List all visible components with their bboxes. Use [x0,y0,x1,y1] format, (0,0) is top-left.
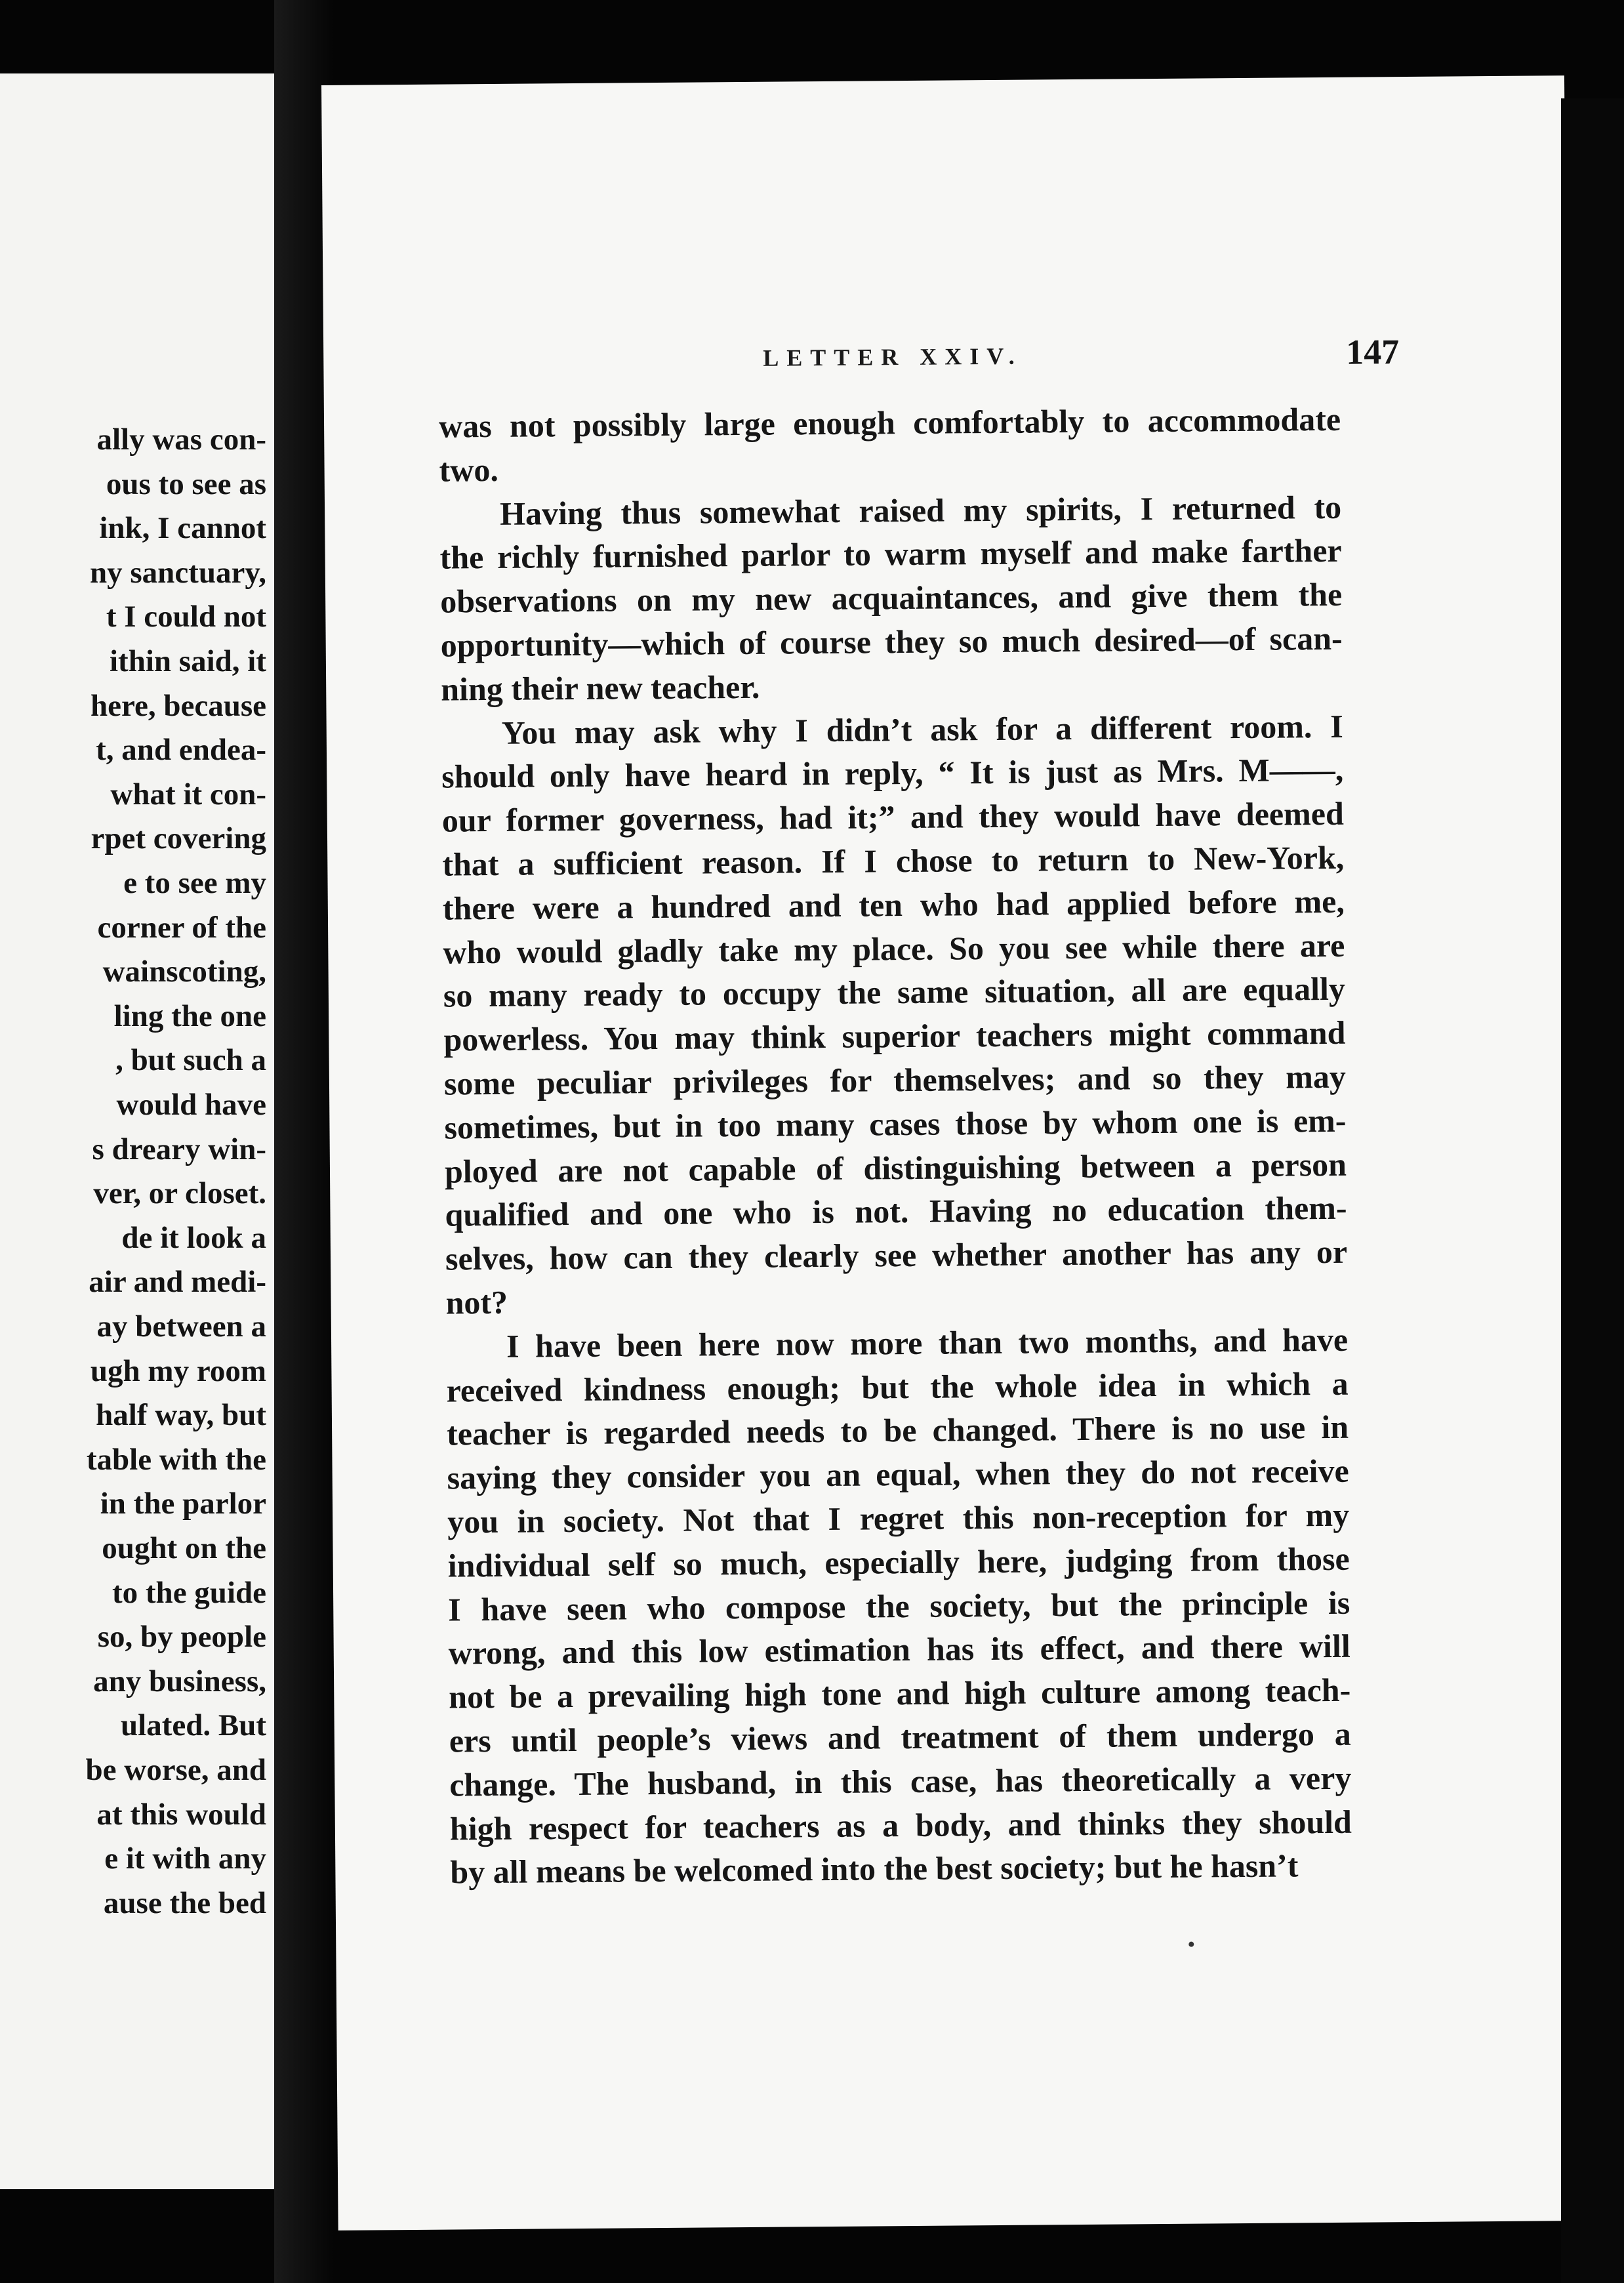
text-line: qualified and one who is not. Having no education them- [445,1189,1347,1233]
text-line: received kindness enough; but the whole idea in which a [446,1365,1349,1409]
text-line: individual self so much, especially here, judging from those [447,1540,1350,1584]
text-line: by all means be welcomed into the best society; but he hasn’t [450,1847,1299,1891]
left-page-line: ling the one [113,998,266,1033]
left-page-line: t, and endea- [96,733,266,768]
text-line: wrong, and this low estimation has its effect, and there will [448,1628,1350,1672]
ink-speck [1188,1942,1194,1947]
left-page-line: half way, but [96,1398,266,1433]
right-edge-background [1561,98,1624,2283]
left-page-line: table with the [86,1442,266,1477]
text-line: powerless. You may think superior teachers might command [443,1014,1346,1058]
left-page-line: de it look a [121,1220,266,1255]
running-head: LETTER XXIV. [763,342,1023,371]
text-line: our former governess, had it;” and they would have deemed [441,794,1344,839]
left-page-line: here, because [90,688,266,723]
left-page-line: e to see my [123,866,266,900]
left-page-line: be worse, and [85,1753,266,1787]
text-line: should only have heard in reply, “ It is just as Mrs. M——, [441,751,1344,795]
text-line: observations on my new acquaintances, and give them the [439,575,1343,620]
text-line: Having thus somewhat raised my spirits, I returned to [499,488,1342,532]
left-page-line: any business, [93,1664,266,1698]
text-line: you in society. Not that I regret this non-reception for my [447,1496,1350,1540]
left-page-line: e it with any [104,1841,266,1876]
text-line: two. [439,451,499,489]
text-line: I have seen who compose the society, but the principle is [448,1584,1350,1628]
text-line: opportunity—which of course they so much desired—of scan- [440,619,1343,664]
text-line: selves, how can they clearly see whether another has any or [445,1233,1348,1277]
left-page-line: air and medi- [89,1265,266,1300]
left-page-line: ause the bed [103,1885,266,1920]
left-page-line: ny sanctuary, [90,555,266,590]
left-page-line: ulated. But [121,1708,266,1743]
paragraph [439,398,1341,492]
text-line: saying they consider you an equal, when they do not receive [447,1452,1349,1496]
text-line: there were a hundred and ten who had applied before me, [442,882,1345,927]
left-page-line: , but such a [115,1043,266,1078]
text-line: sometimes, but in too many cases those by whom one is em- [444,1101,1347,1146]
text-line: was not possibly large enough comfortably to accommodate [438,400,1341,445]
left-page-line: ay between a [96,1309,266,1344]
text-line: teacher is regarded needs to be changed. There is no use in [446,1409,1349,1452]
text-line: who would gladly take my place. So you see while there are [443,926,1345,971]
left-page-line: ought on the [102,1531,266,1565]
text-line: You may ask why I didn’t ask for a different room. I [501,707,1343,751]
left-page-line: corner of the [97,910,266,945]
paragraph [441,704,1347,1325]
text-line: ployed are not capable of distinguishing between a person [444,1145,1347,1190]
text-line: ning their new teacher. [441,668,760,708]
left-page-line: so, by people [97,1620,266,1655]
text-line: not? [445,1283,508,1321]
text-line: high respect for teachers as a body, and thinks they should [449,1803,1352,1847]
left-page-line: rpet covering [91,821,266,856]
left-page-line: ugh my room [90,1353,266,1388]
body-text [439,398,1352,1895]
left-page-line: s dreary win- [92,1132,266,1166]
left-page-line: wainscoting, [102,955,266,989]
text-line: not be a prevailing high tone and high culture among teach- [449,1671,1351,1716]
left-page-line: ink, I cannot [99,511,266,546]
text-line: I have been here now more than two months, and have [506,1321,1349,1365]
text-line: ers until people’s views and treatment of them undergo a [449,1715,1352,1759]
left-page-line: ithin said, it [110,644,266,678]
left-page-line: ver, or closet. [93,1176,266,1211]
right-page [321,75,1581,2231]
left-page-line: would have [116,1088,266,1122]
paragraph [446,1318,1352,1895]
page-number: 147 [1346,332,1400,372]
left-page-line: to the guide [112,1575,266,1610]
left-page-line: at this would [96,1797,266,1832]
text-line: that a sufficient reason. If I chose to return to New-York, [442,838,1345,883]
left-page-line: in the parlor [100,1487,266,1521]
left-page-line: what it con- [110,777,266,812]
left-page-line: ally was con- [96,422,266,457]
text-line: the richly furnished parlor to warm myself and make farther [439,532,1342,576]
text-line: some peculiar privileges for themselves; and so they may [443,1058,1347,1102]
text-line: change. The husband, in this case, has theoretically a very [449,1759,1352,1803]
paragraph [439,485,1343,711]
text-line: so many ready to occupy the same situation, all are equally [443,970,1346,1014]
left-page-line: t I could not [106,600,266,634]
left-facing-page [0,73,274,2189]
left-page-line: ous to see as [106,466,266,501]
